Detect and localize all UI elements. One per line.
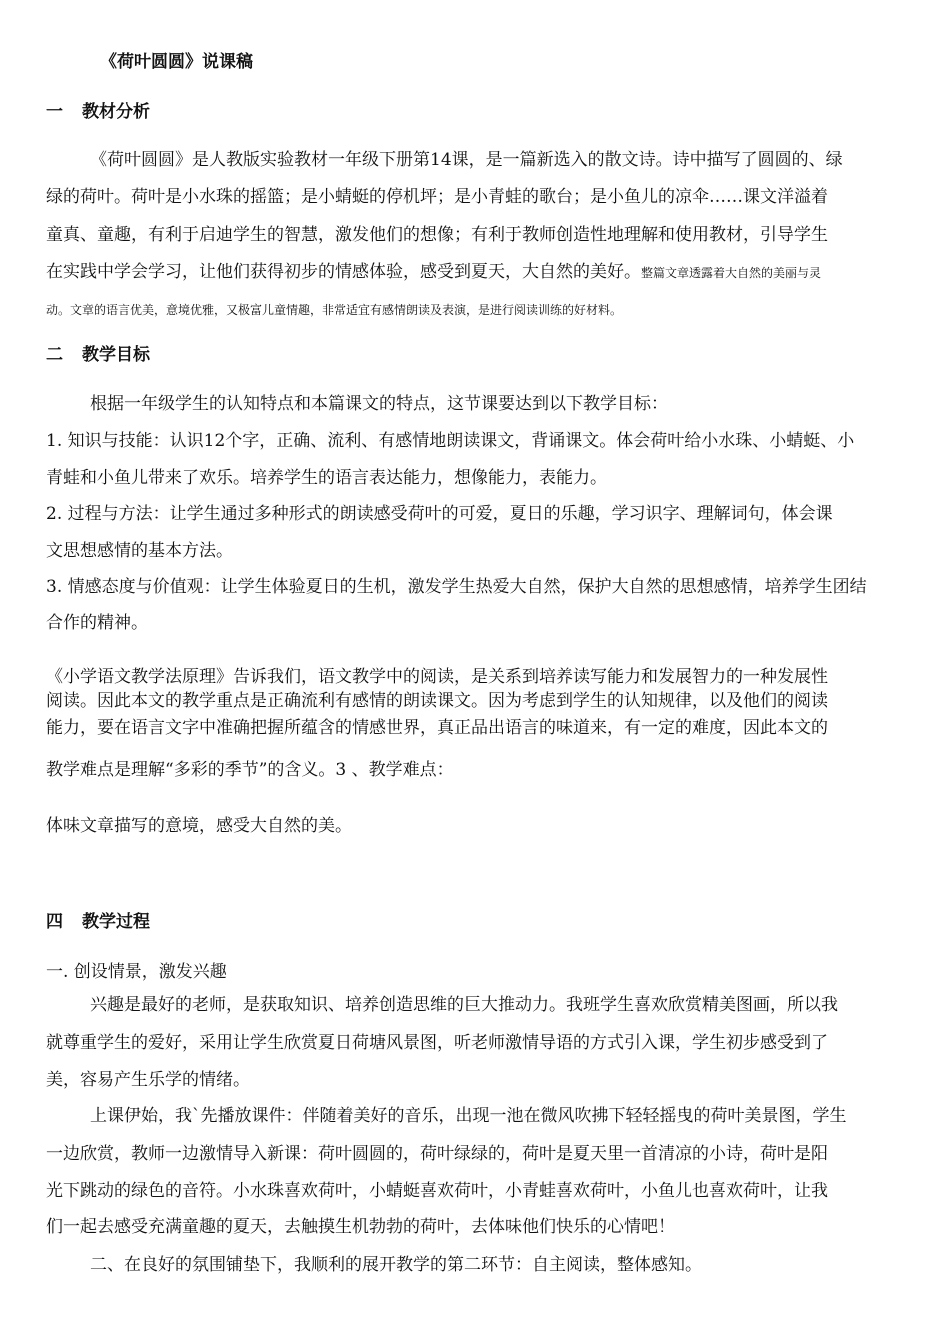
paragraph-line: 一边欣赏，教师一边激情导入新课：荷叶圆圆的，荷叶绿绿的，荷叶是夏天里一首清凉的小诗，荷叶是阳 xyxy=(46,1144,828,1164)
paragraph-text: 在实践中学会学习，让他们获得初步的情感体验，感受到夏天，大自然的美好。 xyxy=(46,262,641,282)
goal-line: 2. 过程与方法：让学生通过多种形式的朗读感受荷叶的可爱，夏日的乐趣，学习识字、理解词句，体会课 xyxy=(46,504,833,524)
paragraph-line: 童真、童趣，有利于启迪学生的智慧，激发他们的想像；有利于教师创造性地理解和使用教材，引导学生 xyxy=(46,225,828,245)
paragraph-line: 阅读。因此本文的教学重点是正确流利有感情的朗读课文。因为考虑到学生的认知规律，以及他们的阅读 xyxy=(46,691,828,711)
paragraph-line: 们一起去感受充满童趣的夏天，去触摸生机勃勃的荷叶，去体味他们快乐的心情吧！ xyxy=(46,1217,675,1237)
paragraph-line: 教学难点是理解“多彩的季节”的含义。3 、教学难点： xyxy=(46,760,454,780)
paragraph-line xyxy=(46,261,821,284)
section-number: 一 xyxy=(46,102,63,122)
section-heading-4 xyxy=(46,911,150,933)
goal-line: 青蛙和小鱼儿带来了欢乐。培养学生的语言表达能力，想像能力，表能力。 xyxy=(46,468,607,488)
subheading-line: 一. 创设情景，激发兴趣 xyxy=(46,962,227,982)
paragraph-line: 上课伊始，我`先播放课件：伴随着美好的音乐，出现一池在微风吹拂下轻轻摇曳的荷叶美景图，学生 xyxy=(90,1106,847,1126)
document-title: 《荷叶圆圆》说课稿 xyxy=(100,52,253,72)
paragraph-line: 二、在良好的氛围铺垫下，我顺利的展开教学的第二环节：自主阅读，整体感知。 xyxy=(90,1255,702,1275)
goal-line: 1. 知识与技能：认识12个字，正确、流利、有感情地朗读课文，背诵课文。体会荷叶给小水珠、小蜻蜓、小 xyxy=(46,431,855,451)
paragraph-small-line: 动。文章的语言优美，意境优雅，又极富儿童情趣，非常适宜有感情朗读及表演，是进行阅读训练的好材料。 xyxy=(46,303,623,317)
goal-line: 3. 情感态度与价值观：让学生体验夏日的生机，激发学生热爱大自然，保护大自然的思想感情，培养学生团结 xyxy=(46,577,867,597)
section-title: 教学目标 xyxy=(82,345,150,365)
section-heading-2 xyxy=(46,344,150,366)
paragraph-line: 《小学语文教学法原理》告诉我们，语文教学中的阅读，是关系到培养读写能力和发展智力的一种发展性 xyxy=(46,667,828,687)
goal-line: 文思想感情的基本方法。 xyxy=(46,541,233,561)
paragraph-line: 兴趣是最好的老师，是获取知识、培养创造思维的巨大推动力。我班学生喜欢欣赏精美图画，所以我 xyxy=(90,995,838,1015)
section-heading-1 xyxy=(46,101,150,123)
paragraph-line: 《荷叶圆圆》是人教版实验教材一年级下册第14课，是一篇新选入的散文诗。诗中描写了圆圆的、绿 xyxy=(90,150,843,170)
paragraph-line: 美，容易产生乐学的情绪。 xyxy=(46,1070,250,1090)
paragraph-line: 就尊重学生的爱好，采用让学生欣赏夏日荷塘风景图，听老师激情导语的方式引入课，学生初步感受到了 xyxy=(46,1033,828,1053)
section-title: 教学过程 xyxy=(82,912,150,932)
section-number: 四 xyxy=(46,912,63,932)
paragraph-line: 根据一年级学生的认知特点和本篇课文的特点，这节课要达到以下教学目标： xyxy=(90,394,668,414)
section-title: 教材分析 xyxy=(82,102,150,122)
paragraph-line: 能力，要在语言文字中准确把握所蕴含的情感世界，真正品出语言的味道来，有一定的难度，因此本文的 xyxy=(46,718,828,738)
goal-line: 合作的精神。 xyxy=(46,613,148,633)
paragraph-small-text: 整篇文章透露着大自然的美丽与灵 xyxy=(641,266,822,280)
section-number: 二 xyxy=(46,345,63,365)
paragraph-line: 体味文章描写的意境，感受大自然的美。 xyxy=(46,816,352,836)
paragraph-line: 绿的荷叶。荷叶是小水珠的摇篮；是小蜻蜓的停机坪；是小青蛙的歌台；是小鱼儿的凉伞……课文洋溢着 xyxy=(46,187,828,207)
paragraph-line: 光下跳动的绿色的音符。小水珠喜欢荷叶，小蜻蜓喜欢荷叶，小青蛙喜欢荷叶，小鱼儿也喜欢荷叶，让我 xyxy=(46,1181,828,1201)
